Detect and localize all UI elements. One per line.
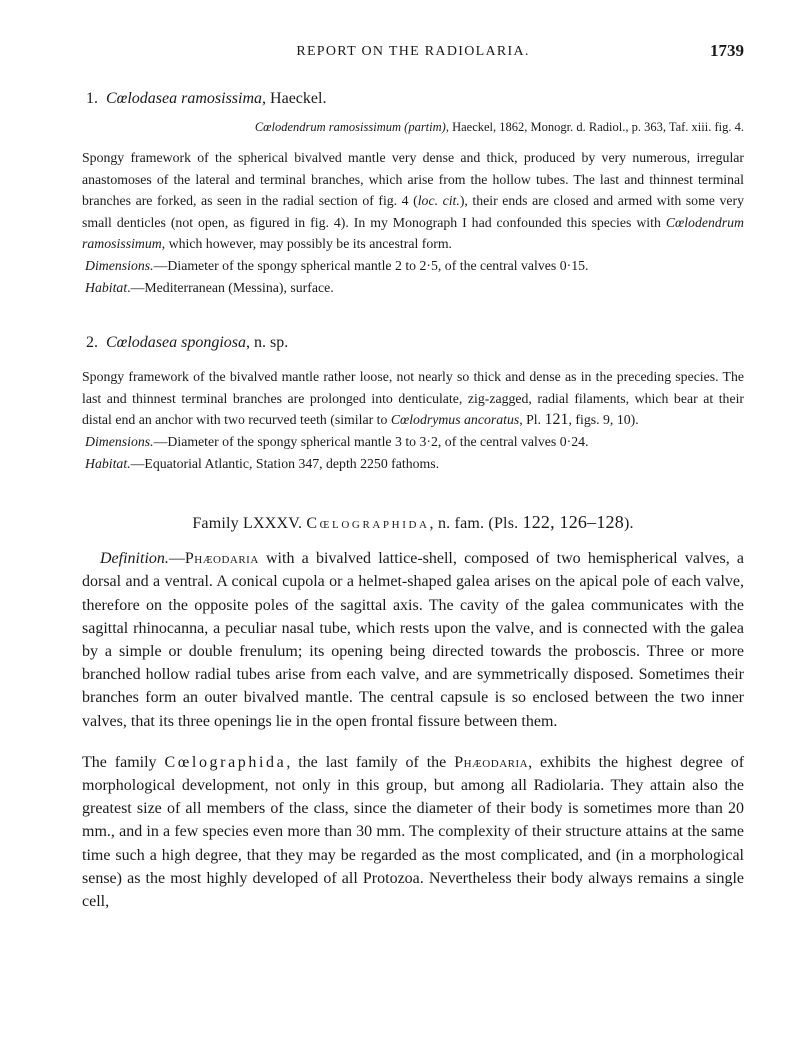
species-1-habitat: Habitat.—Mediterranean (Messina), surface. xyxy=(85,279,334,295)
species-1-synonymy: Cœlodendrum ramosissimum (partim), Haeckel, 1862, Monogr. d. Radiol., p. 363, Taf. xiii. fig. 4. xyxy=(254,120,744,134)
species-2-description: Spongy framework of the bivalved mantle rather loose, not nearly so thick and dense as in the preceding species. The last and thinnest terminal branches are prolonged into denticulate, zig-zagged, radial filaments, which bear at their distal end an anchor with two recurved teeth (similar to Cœlodrymus ancoratus, Pl. 121, figs. 9, 10). Dimensions.—Diameter of the spongy spherical mantle 3 to 3·2, of the central valves 0·24. Habitat.—Equatorial Atlantic, Station 347, depth 2250 fathoms. xyxy=(82,366,744,474)
species-2-dimensions: Dimensions.—Diameter of the spongy spherical mantle 3 to 3·2, of the central valves 0·24. xyxy=(85,433,589,449)
species-2-name: Cœlodasea spongiosa xyxy=(106,334,247,352)
species-1-name: Cœlodasea ramosissima xyxy=(106,90,263,107)
species-2-heading: 2. Cœlodasea spongiosa, n. sp. xyxy=(86,334,289,352)
species-1-dimensions: Dimensions.—Diameter of the spongy spherical mantle 2 to 2·5, of the central valves 0·15. xyxy=(85,257,589,273)
species-1-description: Spongy framework of the spherical bivalved mantle very dense and thick, produced by very numerous, irregular anastomoses of the lateral and terminal branches, which arise from the hollow tubes. The last and thinnest terminal branches are forked, as seen in the radial section of fig. 4 (loc. cit.), their ends are closed and armed with some very small denticles (not open, as figured in fig. 4). In my Monograph I had confounded this species with Cœlodendrum ramosissimum, which however, may possibly be its ancestral form. Dimensions.—Diameter of the spongy spherical mantle 2 to 2·5, of the central valves 0·15. Habitat.—Mediterranean (Messina), surface. xyxy=(82,147,744,298)
running-title: REPORT ON THE RADIOLARIA. xyxy=(296,44,530,59)
page xyxy=(82,38,744,913)
species-1-heading: 1. Cœlodasea ramosissima, Haeckel. xyxy=(86,90,327,107)
page-number: 1739 xyxy=(710,41,744,60)
family-discussion: The family Cœlographida, the last family of the Phæodaria, exhibits the highest degree of morphological development, not only in this group, but among all Radiolaria. They attain also the greatest size of all members of the class, since the diameter of their body is sometimes more than 20 mm., and in a few species even more than 30 mm. The complexity of their structure attains at the same time such a high degree, that they may be regarded as the most complicated, and (in a morphological sense) as the most highly developed of all Protozoa. Nevertheless their body always remains a single cell, xyxy=(82,753,745,910)
species-2-habitat: Habitat.—Equatorial Atlantic, Station 347, depth 2250 fathoms. xyxy=(85,455,440,471)
family-heading: Family LXXXV. Cœlographida, n. fam. (Pls. 122, 126–128). xyxy=(192,512,634,533)
family-definition: Definition.—Phæodaria with a bivalved lattice-shell, composed of two hemispherical valves, a dorsal and a ventral. A conical cupola or a helmet-shaped galea arises on the apical pole of each valve, therefore on the opposite poles of the sagittal axis. The cavity of the galea communicates with the sagittal rhinocanna, a peculiar nasal tube, which rests upon the valve, and is connected with the galea by a simple or double frenulum; its opening being directed towards the proboscis. Three or more branched hollow radial tubes arise from each valve, and are symmetrically disposed. Sometimes their branches form an outer bivalved mantle. The central capsule is so enclosed between the two inner valves, that its three openings lie in the open frontal fissure between them. xyxy=(82,550,744,730)
page-header xyxy=(82,38,744,68)
